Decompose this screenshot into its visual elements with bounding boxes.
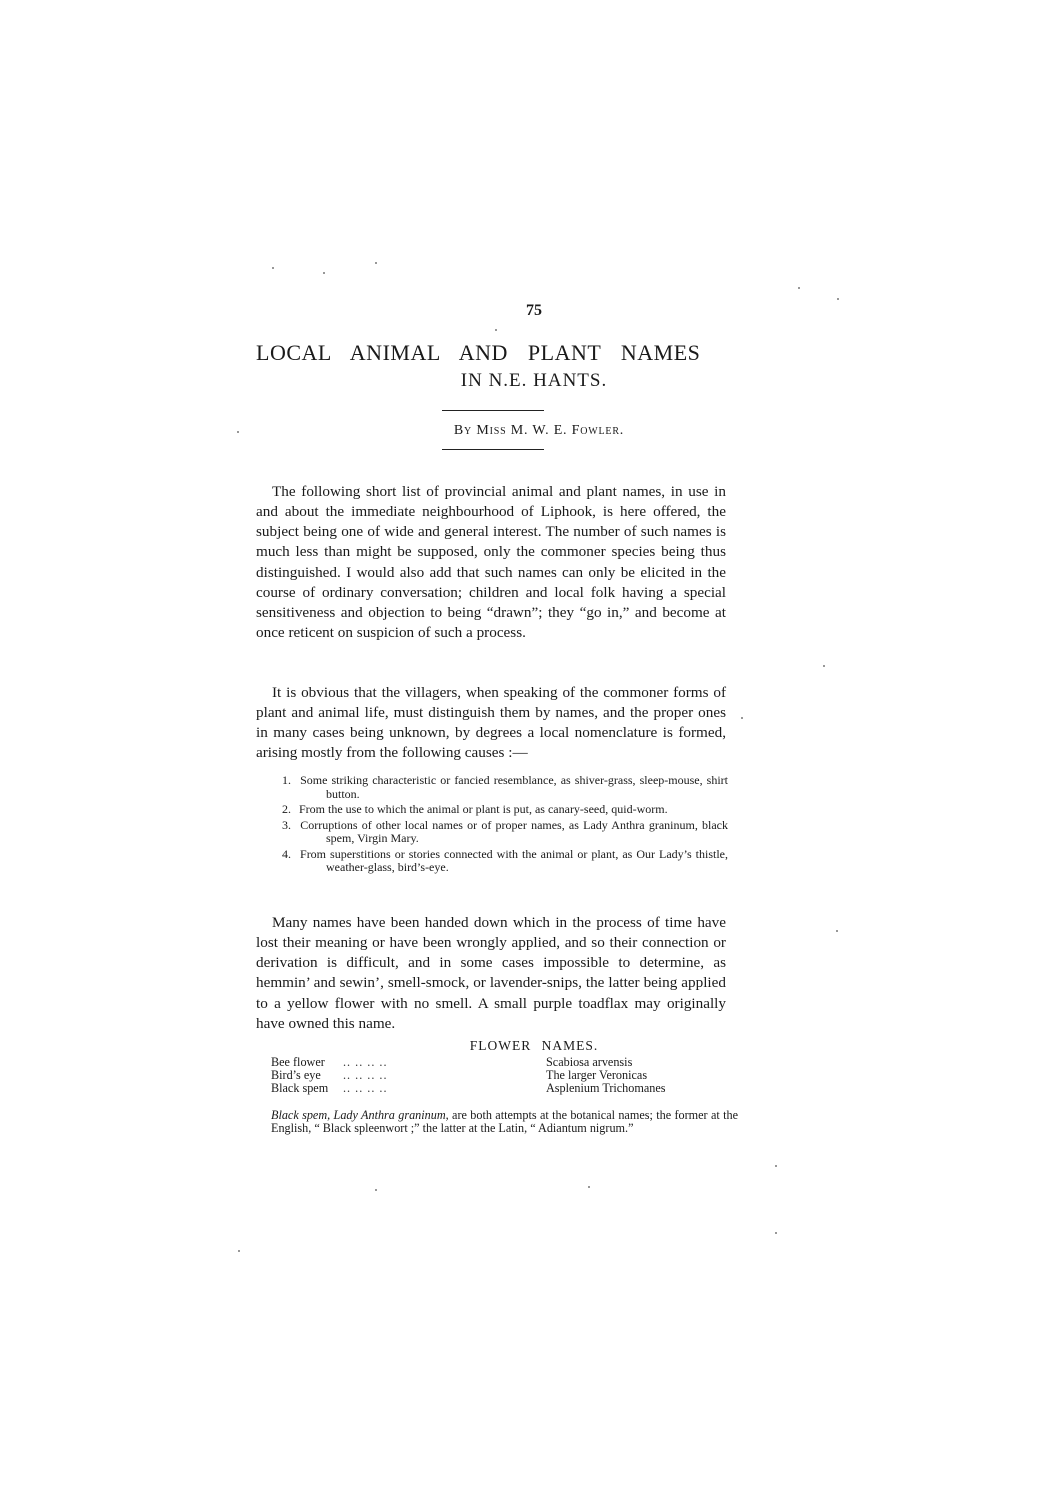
paragraph-nomenclature: It is obvious that the villagers, when speaking of the commoner forms of plant and animal life, must distinguish them by names, and the proper ones in many cases being unknown, by degrees a local nomenclature is formed, arising mostly from the following causes :—	[256, 684, 726, 762]
flower-botanical-name: The larger Veronicas	[546, 1068, 648, 1082]
title-divider-top	[442, 410, 544, 411]
flower-names-table	[271, 1056, 741, 1095]
flower-botanical-name: Asplenium Trichomanes	[546, 1081, 666, 1095]
scan-speck	[375, 1189, 377, 1191]
byline	[0, 423, 1058, 439]
cause-text: From the use to which the animal or plant is put, as canary-seed, quid-worm.	[299, 802, 668, 816]
article-title-line-2: IN N.E. HANTS.	[460, 370, 608, 391]
note-text: are both attempts at the botanical names; the former at the English, “ Black spleenwort ;” the latter at the Latin, “ Adiantum nigrum.”	[271, 1108, 738, 1136]
flower-botanical-name: Scabiosa arvensis	[546, 1055, 633, 1069]
byline-prefix: By	[453, 423, 473, 438]
cause-item	[268, 819, 728, 846]
cause-text: Some striking characteristic or fancied resemblance, as shiver-grass, sleep-mouse, shirt button.	[300, 773, 728, 801]
causes-list	[268, 774, 728, 877]
scan-speck	[775, 1232, 777, 1234]
cause-number: 2.	[282, 802, 291, 816]
leader-dots: .. .. .. ..	[343, 1081, 388, 1095]
leader-dots: .. .. .. ..	[343, 1068, 388, 1082]
cause-number: 1.	[282, 773, 291, 787]
flower-names-note	[271, 1109, 738, 1135]
cause-number: 4.	[282, 846, 291, 861]
table-row	[271, 1056, 741, 1069]
flower-common-name: Black spem	[271, 1081, 329, 1095]
cause-number: 3.	[282, 817, 291, 832]
cause-text: Corruptions of other local names or of proper names, as Lady Anthra graninum, black spem, Virgin Mary.	[300, 817, 729, 845]
scan-speck	[836, 930, 838, 932]
cause-text: From superstitions or stories connected with the animal or plant, as Our Lady’s thistle, weather-glass, bird’s-eye.	[300, 846, 728, 874]
scan-speck	[375, 262, 377, 264]
scan-speck	[775, 1165, 777, 1167]
table-row	[271, 1082, 741, 1095]
leader-dots: .. .. .. ..	[343, 1055, 388, 1069]
paragraph-intro: The following short list of provincial animal and plant names, in use in and about the immediate neighbourhood of Liphook, is here offered, the subject being one of wide and general interest. The number of such names is much less than might be supposed, only the commoner species being thus distinguished. I would also add that such names can only be elicited in the course of ordinary conversation; children and local folk having a special sensitiveness and objection to being “drawn”; they “go in,” and become at once reticent on suspicion of such a process.	[256, 483, 726, 641]
scan-speck	[495, 329, 497, 331]
flower-common-name: Bird’s eye	[271, 1068, 321, 1082]
title-divider-bottom	[442, 449, 544, 450]
page-number: 75	[526, 302, 542, 319]
scan-speck	[588, 1186, 590, 1188]
scan-speck	[741, 717, 743, 719]
scan-speck	[272, 267, 274, 269]
cause-item	[268, 848, 728, 875]
scan-speck	[323, 272, 325, 274]
article-title-line-1: LOCAL ANIMAL AND PLANT NAMES	[256, 340, 701, 365]
scan-speck	[238, 1250, 240, 1252]
scan-speck	[798, 287, 800, 289]
paragraph-lost-meaning: Many names have been handed down which in the process of time have lost their meaning or have been wrongly applied, and so their connection or derivation is difficult, and in some cases impossible to determine, as hemmin’ and sewin’, smell-smock, or lavender-snips, the latter being applied to a yellow flower with no smell. A small purple toadflax may originally have owned this name.	[256, 914, 726, 1032]
scan-speck	[237, 431, 239, 433]
flower-names-heading: FLOWER NAMES.	[469, 1038, 599, 1053]
cause-item	[268, 803, 728, 817]
flower-common-name: Bee flower	[271, 1055, 325, 1069]
byline-author: Miss M. W. E. Fowler.	[476, 423, 625, 438]
note-italic-names: Black spem, Lady Anthra graninum,	[271, 1108, 449, 1123]
table-row	[271, 1069, 741, 1082]
scan-speck	[837, 298, 839, 300]
cause-item	[268, 774, 728, 801]
scan-speck	[823, 665, 825, 667]
